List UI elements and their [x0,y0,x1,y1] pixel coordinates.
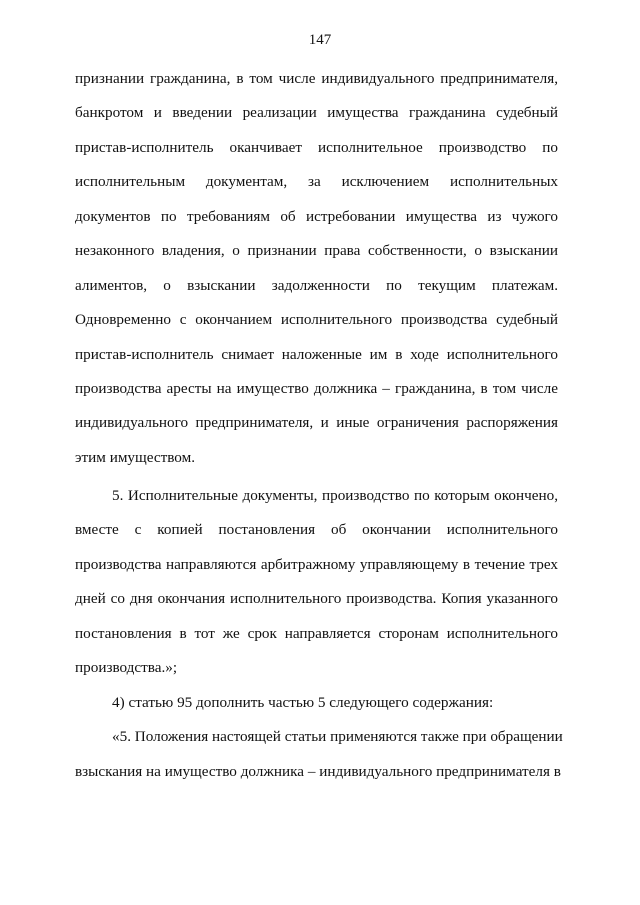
text-line: банкротом и введении реализации имущества гражданина судебный [75,104,558,121]
text-line: признании гражданина, в том числе индивидуального предпринимателя, [75,70,558,87]
text-line: документов по требованиям об истребовании имущества из чужого [75,208,558,225]
text-line: производства.»; [75,659,178,676]
text-line: производства направляются арбитражному управляющему в течение трех [75,556,558,573]
text-line: индивидуального предпринимателя, и иные ограничения распоряжения [75,414,558,431]
text-line: дней со дня окончания исполнительного производства. Копия указанного [75,590,558,607]
text-line: незаконного владения, о признании права собственности, о взыскании [75,242,558,259]
text-line: производства аресты на имущество должника – гражданина, в том числе [75,380,558,397]
text-line: Одновременно с окончанием исполнительного производства судебный [75,311,558,328]
text-line: пристав-исполнитель оканчивает исполнительное производство по [75,139,558,156]
text-line: этим имуществом. [75,449,195,466]
text-line: взыскания на имущество должника – индивидуального предпринимателя в [75,763,561,780]
paragraph-first-line: «5. Положения настоящей статьи применяются также при обращении [112,728,563,745]
text-line: алиментов, о взыскании задолженности по текущим платежам. [75,277,558,294]
text-line: исполнительным документам, за исключением исполнительных [75,173,558,190]
text-line: вместе с копией постановления об окончании исполнительного [75,521,558,538]
page-number: 147 [308,32,332,48]
paragraph-first-line: 4) статью 95 дополнить частью 5 следующего содержания: [112,694,494,711]
paragraph-first-line: 5. Исполнительные документы, производство по которым окончено, [112,487,558,504]
text-line: постановления в тот же срок направляется сторонам исполнительного [75,625,558,642]
text-line: пристав-исполнитель снимает наложенные им в ходе исполнительного [75,346,558,363]
